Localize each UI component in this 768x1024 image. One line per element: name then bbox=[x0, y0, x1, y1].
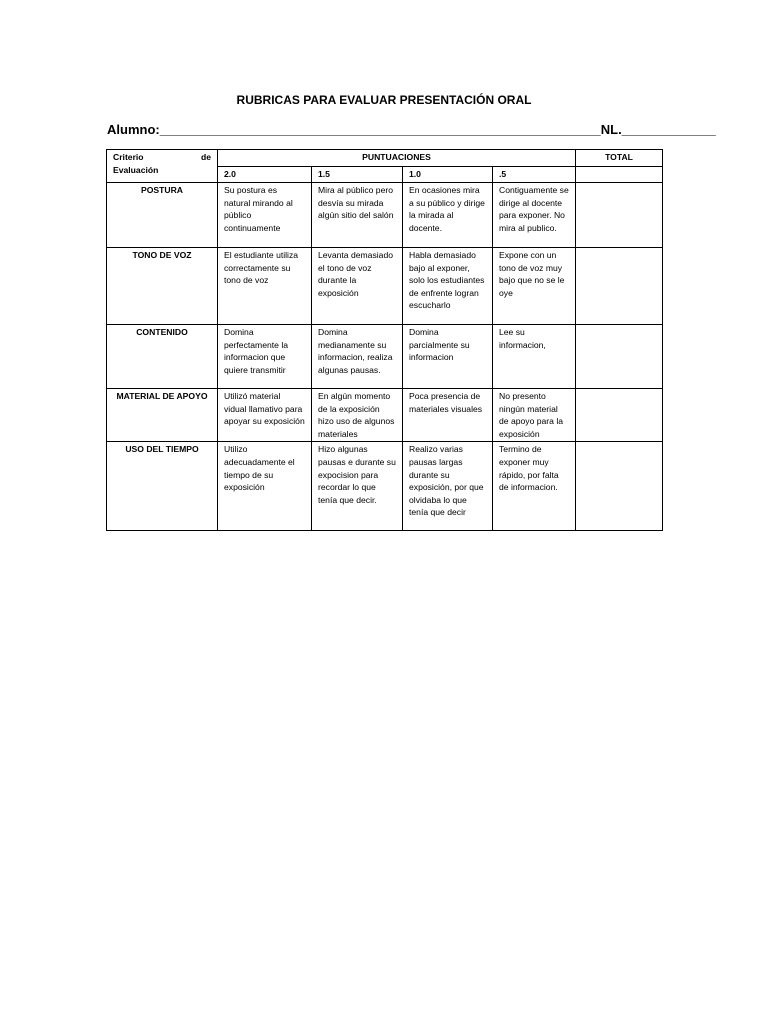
descriptor-cell: El estudiante utiliza correctamente su tono de voz bbox=[218, 248, 312, 325]
criterion-label: MATERIAL DE APOYO bbox=[107, 389, 218, 442]
descriptor-cell: Realizo varias pausas largas durante su exposición, por que olvidaba lo que tenía que decir bbox=[403, 442, 493, 531]
student-name-line: Alumno:_____________________________________________________________NL._____________ bbox=[107, 122, 716, 137]
descriptor-cell: Domina perfectamente la informacion que quiere transmitir bbox=[218, 325, 312, 389]
criteria-header-word3: Evaluación bbox=[113, 164, 159, 175]
total-cell bbox=[576, 442, 663, 531]
total-header: TOTAL bbox=[576, 150, 663, 167]
criterion-label: TONO DE VOZ bbox=[107, 248, 218, 325]
table-row bbox=[107, 248, 663, 325]
descriptor-cell: Domina medianamente su informacion, realiza algunas pausas. bbox=[312, 325, 403, 389]
descriptor-cell: Habla demasiado bajo al exponer, solo los estudiantes de enfrente logran escucharlo bbox=[403, 248, 493, 325]
criteria-header bbox=[107, 150, 218, 183]
table-row bbox=[107, 389, 663, 442]
descriptor-cell: Su postura es natural mirando al público continuamente bbox=[218, 183, 312, 248]
descriptor-cell: Lee su informacion, bbox=[493, 325, 576, 389]
criteria-header-word1: Criterio bbox=[113, 152, 144, 162]
rubric-table bbox=[106, 149, 663, 531]
descriptor-cell: Termino de exponer muy rápido, por falta de informacion. bbox=[493, 442, 576, 531]
score-header: 2.0 bbox=[218, 167, 312, 183]
table-row bbox=[107, 442, 663, 531]
scores-header: PUNTUACIONES bbox=[218, 150, 576, 167]
descriptor-cell: Utilizo adecuadamente el tiempo de su exposición bbox=[218, 442, 312, 531]
total-subheader-cell bbox=[576, 167, 663, 183]
descriptor-cell: No presento ningún material de apoyo para la exposición bbox=[493, 389, 576, 442]
criterion-label: USO DEL TIEMPO bbox=[107, 442, 218, 531]
criterion-label: CONTENIDO bbox=[107, 325, 218, 389]
criterion-label: POSTURA bbox=[107, 183, 218, 248]
descriptor-cell: En ocasiones mira a su público y dirige la mirada al docente. bbox=[403, 183, 493, 248]
table-row bbox=[107, 183, 663, 248]
descriptor-cell: Levanta demasiado el tono de voz durante la exposición bbox=[312, 248, 403, 325]
descriptor-cell: Poca presencia de materiales visuales bbox=[403, 389, 493, 442]
total-cell bbox=[576, 248, 663, 325]
descriptor-cell: Hizo algunas pausas e durante su expocision para recordar lo que tenía que decir. bbox=[312, 442, 403, 531]
total-cell bbox=[576, 183, 663, 248]
descriptor-cell: Expone con un tono de voz muy bajo que no se le oye bbox=[493, 248, 576, 325]
score-header: .5 bbox=[493, 167, 576, 183]
total-cell bbox=[576, 325, 663, 389]
criteria-header-word2: de bbox=[200, 152, 211, 162]
total-cell bbox=[576, 389, 663, 442]
descriptor-cell: Domina parcialmente su informacion bbox=[403, 325, 493, 389]
score-header: 1.0 bbox=[403, 167, 493, 183]
descriptor-cell: Utilizó material vidual llamativo para apoyar su exposición bbox=[218, 389, 312, 442]
table-row bbox=[107, 325, 663, 389]
descriptor-cell: Mira al público pero desvía su mirada algún sitio del salón bbox=[312, 183, 403, 248]
descriptor-cell: En algún momento de la exposición hizo uso de algunos materiales bbox=[312, 389, 403, 442]
document-title: RUBRICAS PARA EVALUAR PRESENTACIÓN ORAL bbox=[236, 93, 532, 107]
descriptor-cell: Contiguamente se dirige al docente para exponer. No mira al publico. bbox=[493, 183, 576, 248]
score-header: 1.5 bbox=[312, 167, 403, 183]
